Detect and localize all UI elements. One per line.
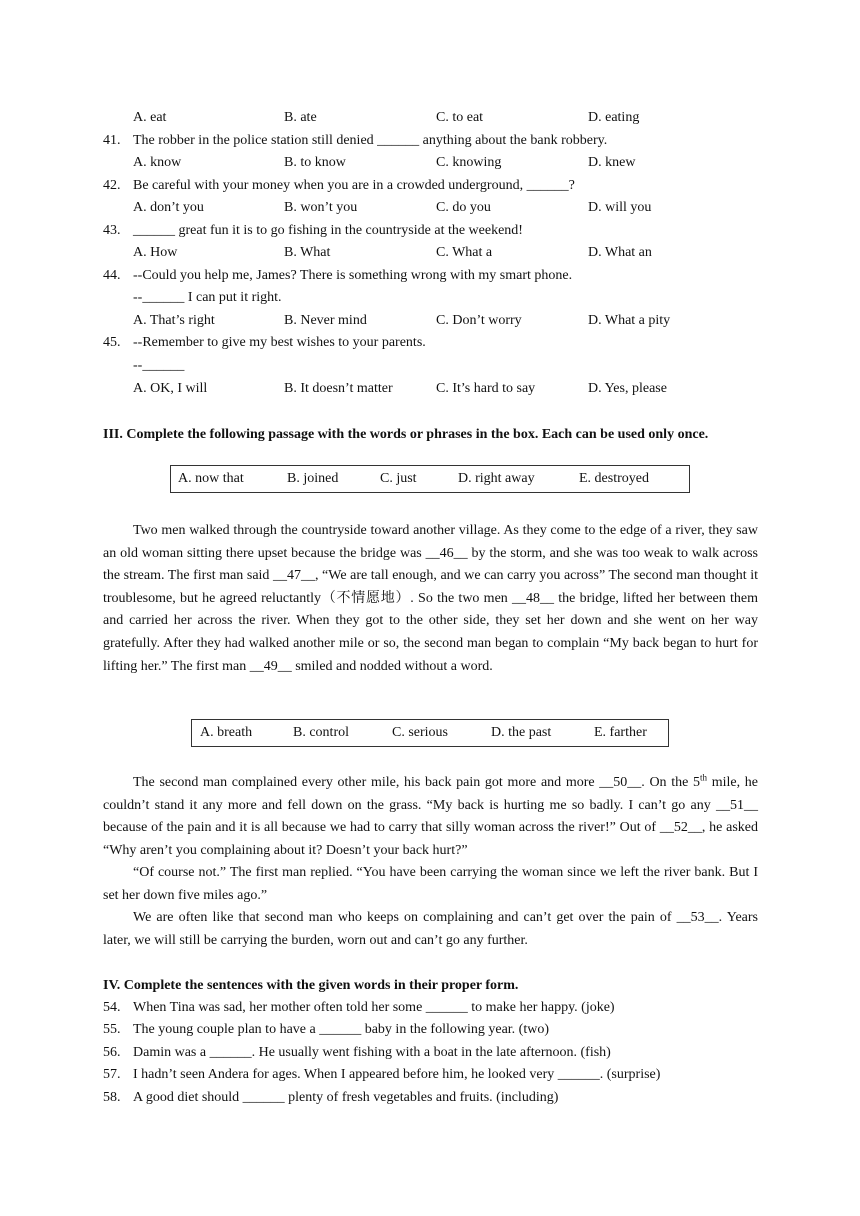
question-number: 44.	[103, 268, 121, 283]
word-box-2-item: D. the past	[491, 725, 552, 740]
word-box-1-item: E. destroyed	[579, 471, 649, 486]
word-box-2-item: A. breath	[200, 725, 253, 740]
option-d: D. What a pity	[588, 313, 671, 328]
question-text: ______ great fun it is to go fishing in the countryside at the weekend!	[133, 223, 523, 238]
word-box-1-item: D. right away	[458, 471, 535, 486]
question-number: 42.	[103, 178, 121, 193]
option-d: D. will you	[588, 200, 652, 215]
question-55	[103, 1020, 549, 1040]
question-text: Damin was a ______. He usually went fishing with a boat in the late afternoon. (fish)	[133, 1045, 611, 1060]
question-number: 43.	[103, 223, 121, 238]
q40-option-b: B. ate	[284, 110, 317, 125]
passage-paragraph-2	[103, 772, 758, 862]
option-c: C. do you	[436, 200, 491, 215]
passage-paragraph-1: Two men walked through the countryside toward another village. As they come to the edge of a river, they saw an old woman sitting there upset because the bridge was __46__ by the storm, and she was too weak to walk across the stream. The first man said __47__, “We are tall enough, and we can carry you across” The second man thought it troublesome, but he agreed reluctantly（不情愿地）. So the two men __48__ the bridge, lifted her between them and carried her across the river. When they got to the other side, they set her down and she went on her way gratefully. After they had walked another mile or so, the second man began to complain “My back began to hurt for lifting her.” The first man __49__ smiled and nodded without a word.	[103, 523, 758, 674]
word-box-2-item: E. farther	[594, 725, 647, 740]
option-c: C. What a	[436, 245, 493, 260]
option-a: A. know	[133, 155, 182, 170]
word-box-2-item: B. control	[293, 725, 349, 740]
q40-option-c: C. to eat	[436, 110, 484, 125]
option-c: C. knowing	[436, 155, 502, 170]
question-number: 56.	[103, 1045, 121, 1060]
question-number: 57.	[103, 1067, 121, 1082]
word-box-1-item: A. now that	[178, 471, 244, 486]
option-b: B. What	[284, 245, 331, 260]
word-box-1-item: C. just	[380, 471, 417, 486]
passage-paragraph-2-start: The second man complained every other mile, his back pain got more and more __50__. On the 5	[133, 775, 701, 790]
question-number: 45.	[103, 335, 121, 350]
ordinal-suffix: th	[700, 772, 708, 783]
option-b: B. won’t you	[284, 200, 358, 215]
option-a: A. How	[133, 245, 178, 260]
option-a: A. don’t you	[133, 200, 204, 215]
question-58	[103, 1088, 558, 1108]
passage-paragraph-3: “Of course not.” The first man replied. “You have been carrying the woman since we left the river bank. But I set her down five miles ago.”	[103, 865, 758, 903]
question-number: 54.	[103, 1000, 121, 1015]
option-a: A. OK, I will	[133, 381, 208, 396]
question-text: --Could you help me, James? There is something wrong with my smart phone.	[133, 268, 573, 283]
option-d: D. knew	[588, 155, 636, 170]
question-45-reply: --______	[133, 358, 185, 373]
question-44-reply: --______ I can put it right.	[133, 290, 282, 305]
q40-option-a: A. eat	[133, 110, 167, 125]
word-box-2	[191, 719, 669, 747]
question-45	[103, 333, 426, 353]
question-text: When Tina was sad, her mother often told her some ______ to make her happy. (joke)	[133, 1000, 615, 1015]
question-42	[103, 176, 575, 196]
passage-paragraph-4: We are often like that second man who keeps on complaining and can’t get over the pain of __53__. Years later, we will still be carrying the burden, worn out and can’t go any further.	[103, 910, 758, 948]
question-43	[103, 221, 523, 241]
passage-paragraph-2-rest: mile, he couldn’t stand it any more and fell down on the grass. “My back is hurting me so badly. I can’t go any __51__ because of the pain and it is all because we had to carry that silly woman across the river!” Out of __52__, he asked “Why aren’t you complaining about it? Doesn’t your back hurt?”	[103, 775, 758, 858]
question-41	[103, 131, 607, 151]
question-text: I hadn’t seen Andera for ages. When I appeared before him, he looked very ______. (surprise)	[133, 1067, 661, 1082]
question-text: A good diet should ______ plenty of fresh vegetables and fruits. (including)	[133, 1090, 559, 1105]
question-number: 41.	[103, 133, 121, 148]
question-54	[103, 998, 615, 1018]
question-number: 58.	[103, 1090, 121, 1105]
question-44	[103, 266, 572, 286]
q40-option-d: D. eating	[588, 110, 640, 125]
option-c: C. Don’t worry	[436, 313, 522, 328]
section-4-heading: IV. Complete the sentences with the given words in their proper form.	[103, 978, 519, 993]
option-c: C. It’s hard to say	[436, 381, 536, 396]
question-text: Be careful with your money when you are in a crowded underground, ______?	[133, 178, 575, 193]
option-a: A. That’s right	[133, 313, 215, 328]
question-text: The robber in the police station still denied ______ anything about the bank robbery.	[133, 133, 608, 148]
question-number: 55.	[103, 1022, 121, 1037]
option-d: D. What an	[588, 245, 652, 260]
option-b: B. It doesn’t matter	[284, 381, 393, 396]
question-57	[103, 1065, 660, 1085]
section-3-heading: III. Complete the following passage with the words or phrases in the box. Each can be used only once.	[103, 427, 709, 442]
question-text: The young couple plan to have a ______ baby in the following year. (two)	[133, 1022, 550, 1037]
option-b: B. Never mind	[284, 313, 367, 328]
option-b: B. to know	[284, 155, 346, 170]
word-box-1-item: B. joined	[287, 471, 339, 486]
option-d: D. Yes, please	[588, 381, 667, 396]
word-box-1	[170, 465, 690, 493]
question-56	[103, 1043, 611, 1063]
question-text: --Remember to give my best wishes to your parents.	[133, 335, 426, 350]
word-box-2-item: C. serious	[392, 725, 448, 740]
